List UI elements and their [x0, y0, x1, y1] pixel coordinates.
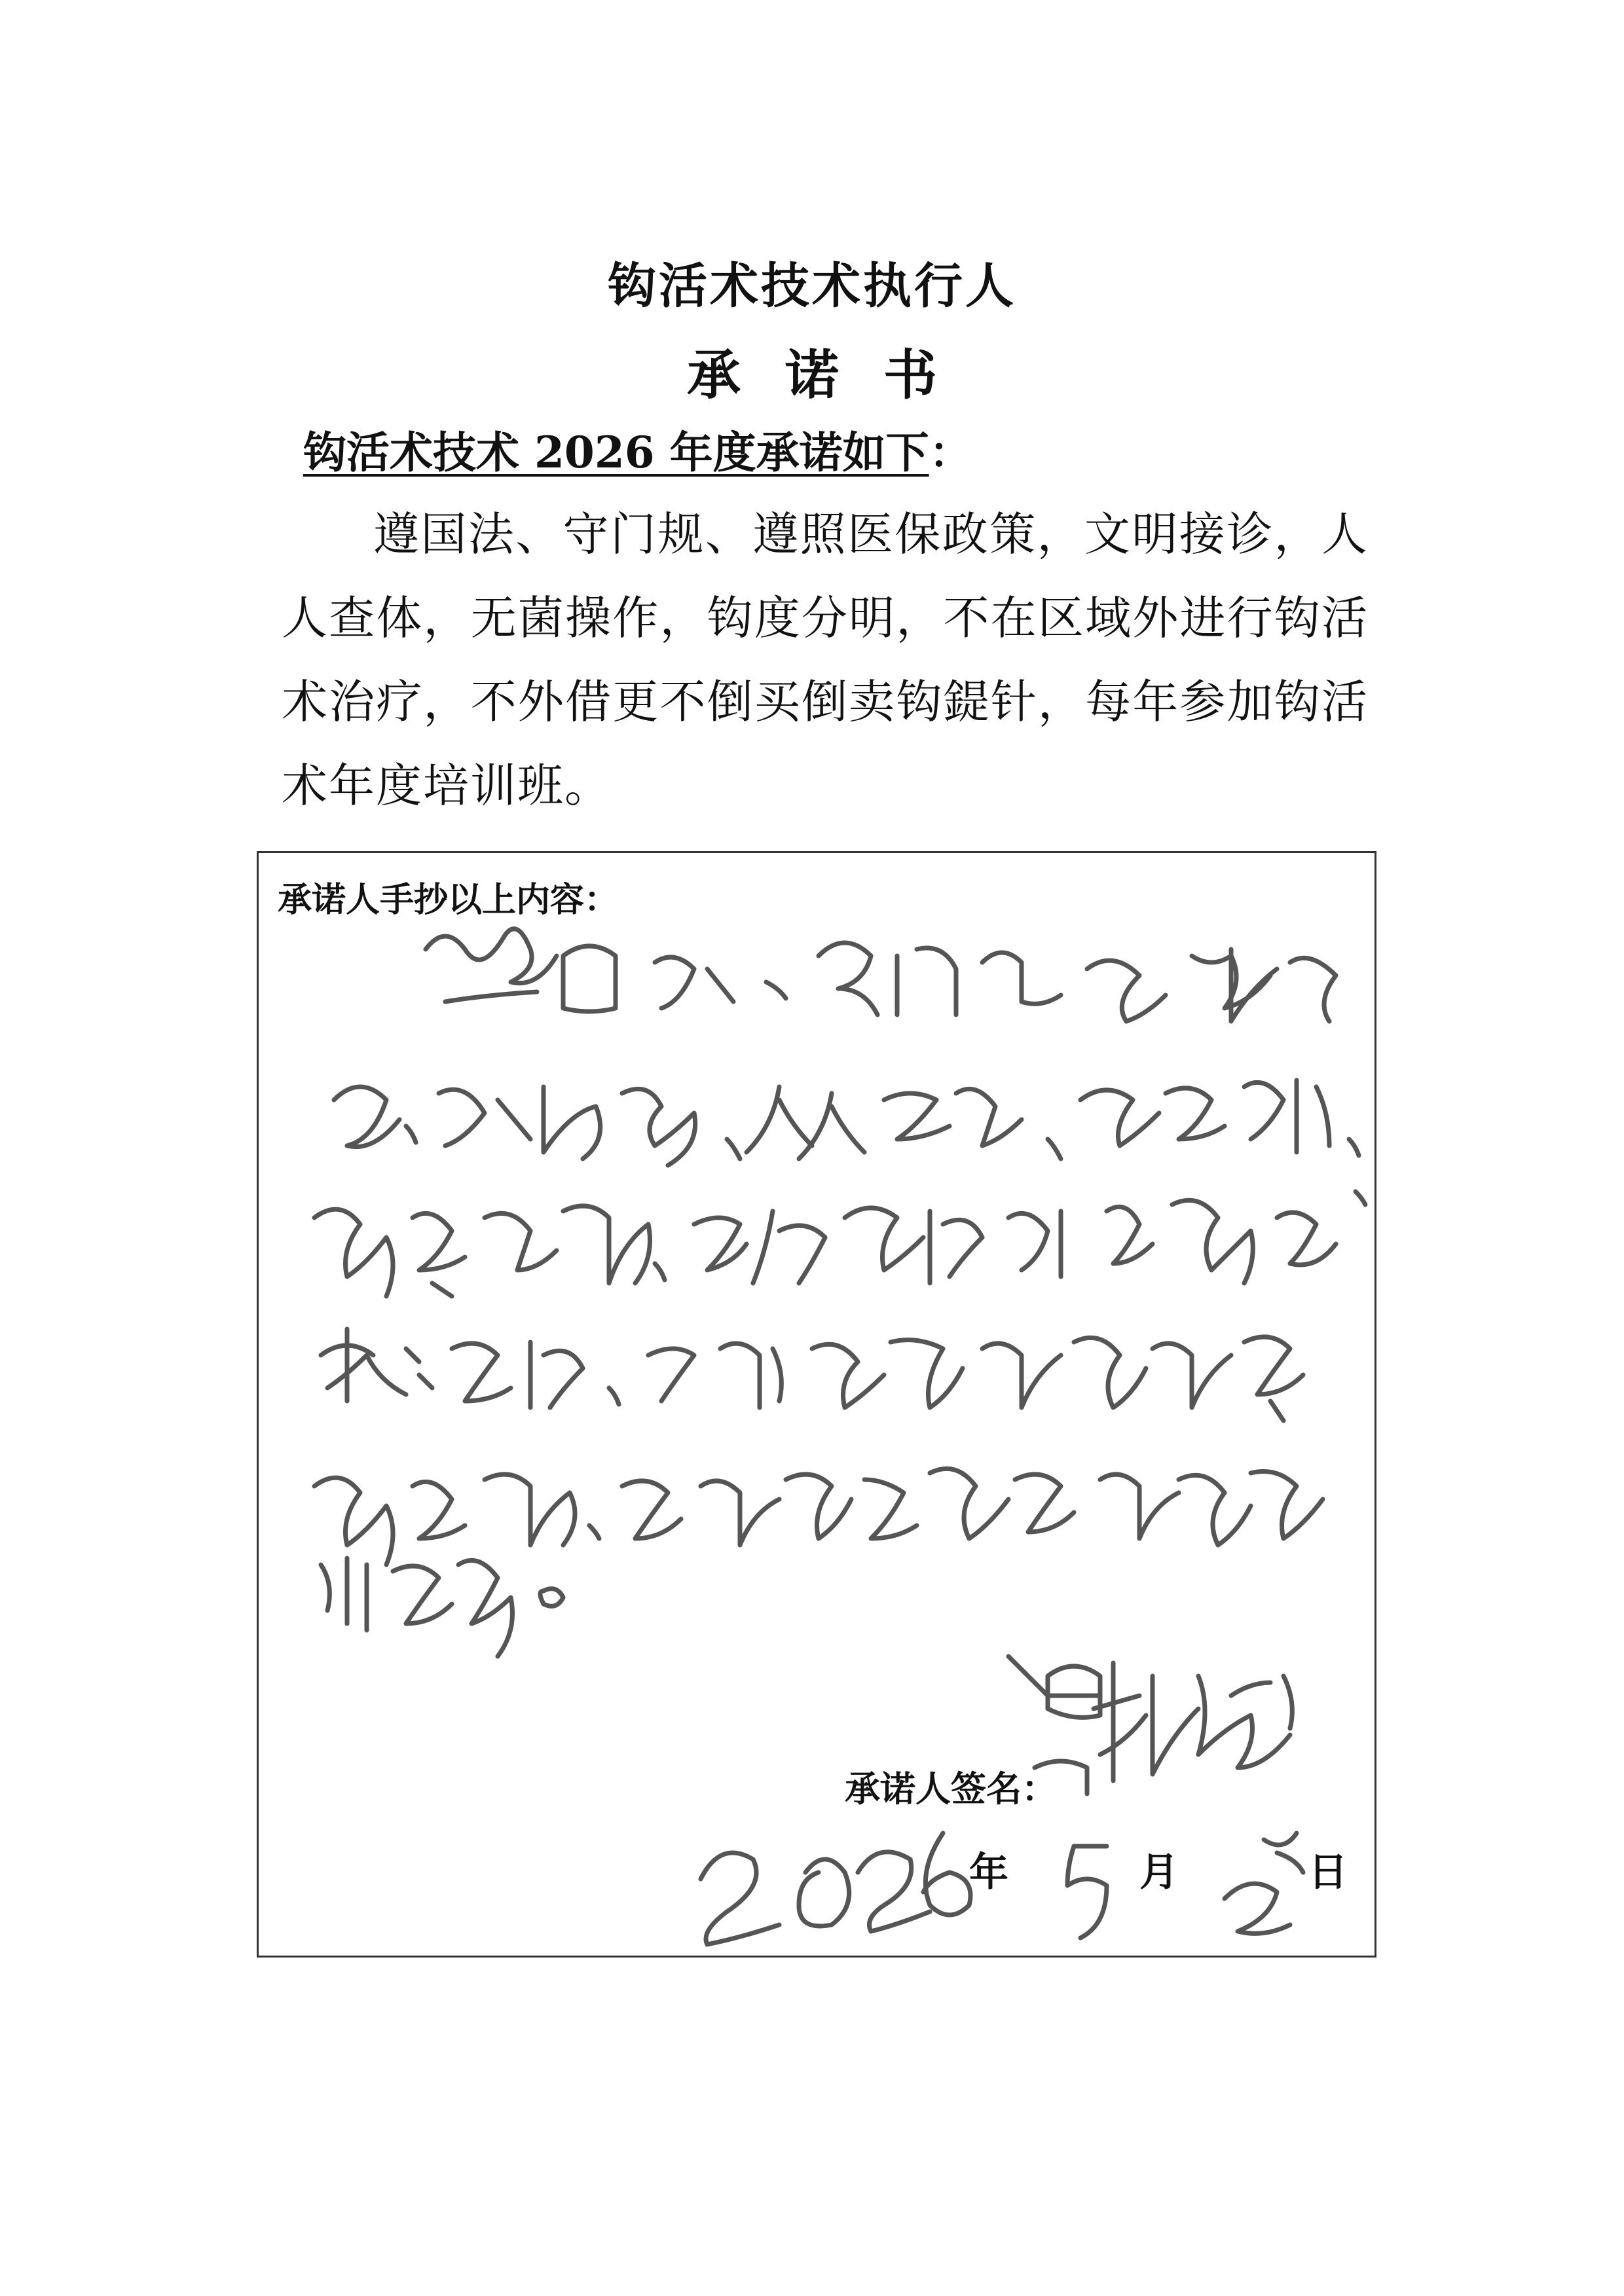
handwritten-copy-line-3: [314, 1192, 1365, 1296]
handwritten-copy-line-6: [321, 1558, 563, 1656]
handwritten-copy-line-4: [321, 1329, 1303, 1421]
year-unit: 年: [969, 1850, 1008, 1895]
document-title-line2: 承诺书: [686, 344, 982, 407]
handwritten-copy-line-5: [314, 1468, 1323, 1565]
pledge-intro-underlined: 钩活术技术 2026 年度承诺如下: [303, 427, 929, 478]
day-unit: 日: [1308, 1850, 1348, 1895]
document-title-line1: 钩活术技术执行人: [608, 258, 1016, 314]
pledge-intro-colon: ：: [929, 427, 972, 478]
signature-label: 承诺人签名：: [845, 1768, 1057, 1810]
handwritten-copy-line-1: [426, 929, 1336, 1021]
pledge-body: 遵国法、守门规、遵照医保政策，文明接诊，人人查体，无菌操作，钩度分明，不在区域外进行钩活术治疗，不外借更不倒买倒卖钩鍉针，每年参加钩活术年度培训班。: [282, 507, 1369, 812]
month-unit: 月: [1139, 1850, 1179, 1895]
copy-label: 承诺人手抄以上内容：: [278, 881, 619, 920]
handwritten-copy-line-2: [334, 1080, 1359, 1165]
